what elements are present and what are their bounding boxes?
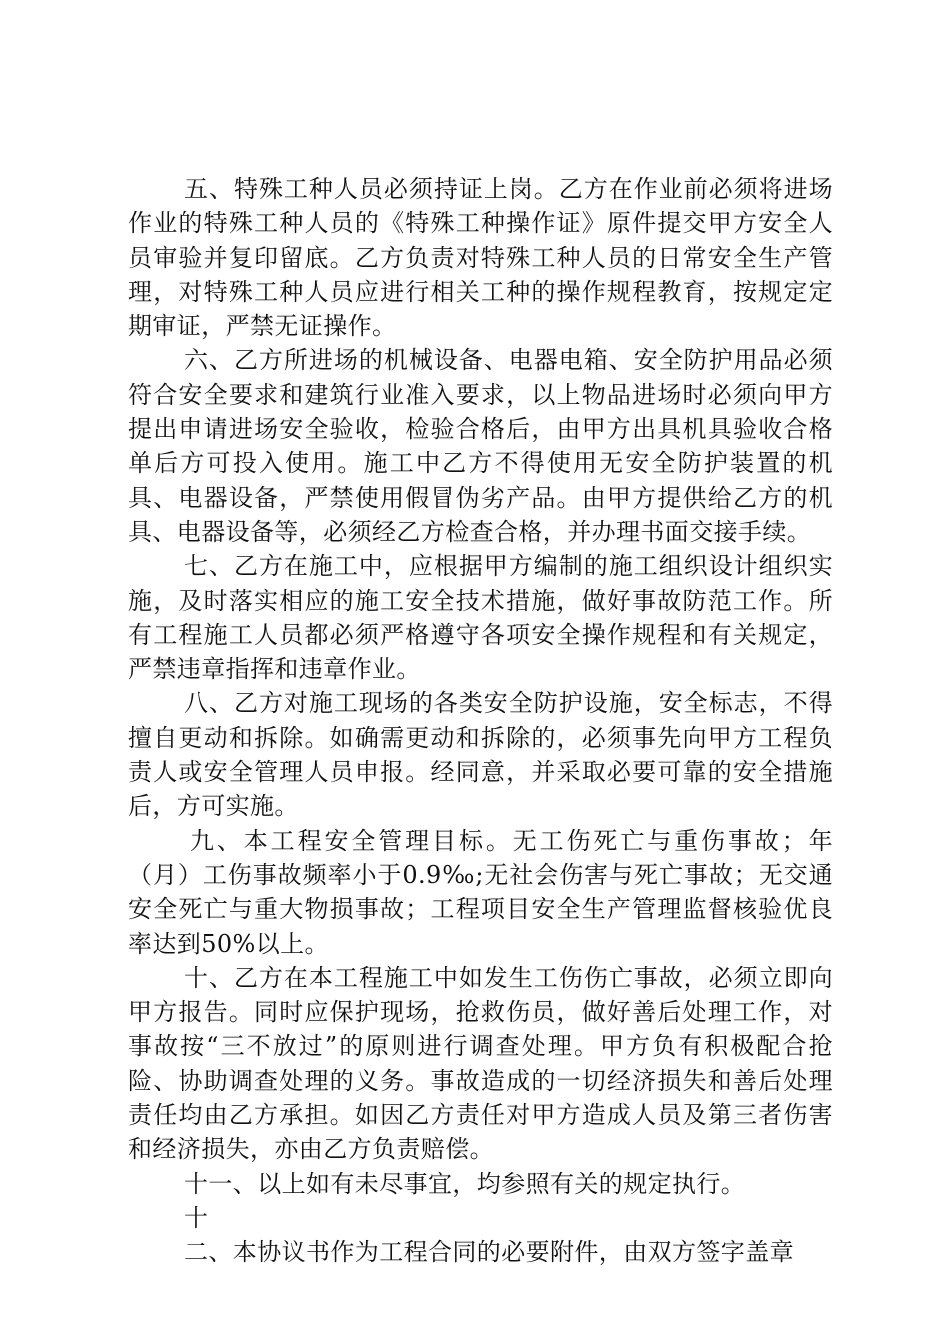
clause-11-paragraph: 十一、以上如有未尽事宜，均参照有关的规定执行。 <box>184 1169 746 1198</box>
clause-9-paragraph: 九、本工程安全管理目标。无工伤死亡与重伤事故；年（月）工伤事故频率小于0.9‰;无社会伤害与死亡事故；无交通安全死亡与重大物损事故；工程项目安全生产管理监督核验优良率达到50%以上。 <box>128 826 833 958</box>
clause-12-paragraph: 二、本协议书作为工程合同的必要附件，由双方签字盖章 <box>184 1238 794 1267</box>
clause-10-paragraph: 十、乙方在本工程施工中如发生工伤伤亡事故，必须立即向甲方报告。同时应保护现场，抢救伤员，做好善后处理工作，对事故按“三不放过”的原则进行调查处理。甲方负有积极配合抢险、协助调查处理的义务。事故造成的一切经济损失和善后处理责任均由乙方承担。如因乙方责任对甲方造成人员及第三者伤害和经济损失，亦由乙方负责赔偿。 <box>128 963 833 1164</box>
clause-6-paragraph: 六、乙方所进场的机械设备、电器电箱、安全防护用品必须符合安全要求和建筑行业准入要求，以上物品进场时必须向甲方提出申请进场安全验收，检验合格后，由甲方出具机具验收合格单后方可投入使用。施工中乙方不得使用无安全防护装置的机具、电器设备，严禁使用假冒伪劣产品。由甲方提供给乙方的机具、电器设备等，必须经乙方检查合格，并办理书面交接手续。 <box>128 346 833 546</box>
document-body <box>128 172 833 1270</box>
clause-7-paragraph: 七、乙方在施工中，应根据甲方编制的施工组织设计组织实施，及时落实相应的施工安全技术措施，做好事故防范工作。所有工程施工人员都必须严格遵守各项安全操作规程和有关规定，严禁违章指挥和违章作业。 <box>128 552 833 684</box>
clause-8-paragraph: 八、乙方对施工现场的各类安全防护设施，安全标志，不得擅自更动和拆除。如确需更动和拆除的，必须事先向甲方工程负责人或安全管理人员申报。经同意，并采取必要可靠的安全措施后，方可实施。 <box>128 689 833 821</box>
clause-12-number-fragment: 十 <box>184 1203 209 1232</box>
clause-5-paragraph: 五、特殊工种人员必须持证上岗。乙方在作业前必须将进场作业的特殊工种人员的《特殊工种操作证》原件提交甲方安全人员审验并复印留底。乙方负责对特殊工种人员的日常安全生产管理，对特殊工种人员应进行相关工种的操作规程教育，按规定定期审证，严禁无证操作。 <box>128 175 833 341</box>
